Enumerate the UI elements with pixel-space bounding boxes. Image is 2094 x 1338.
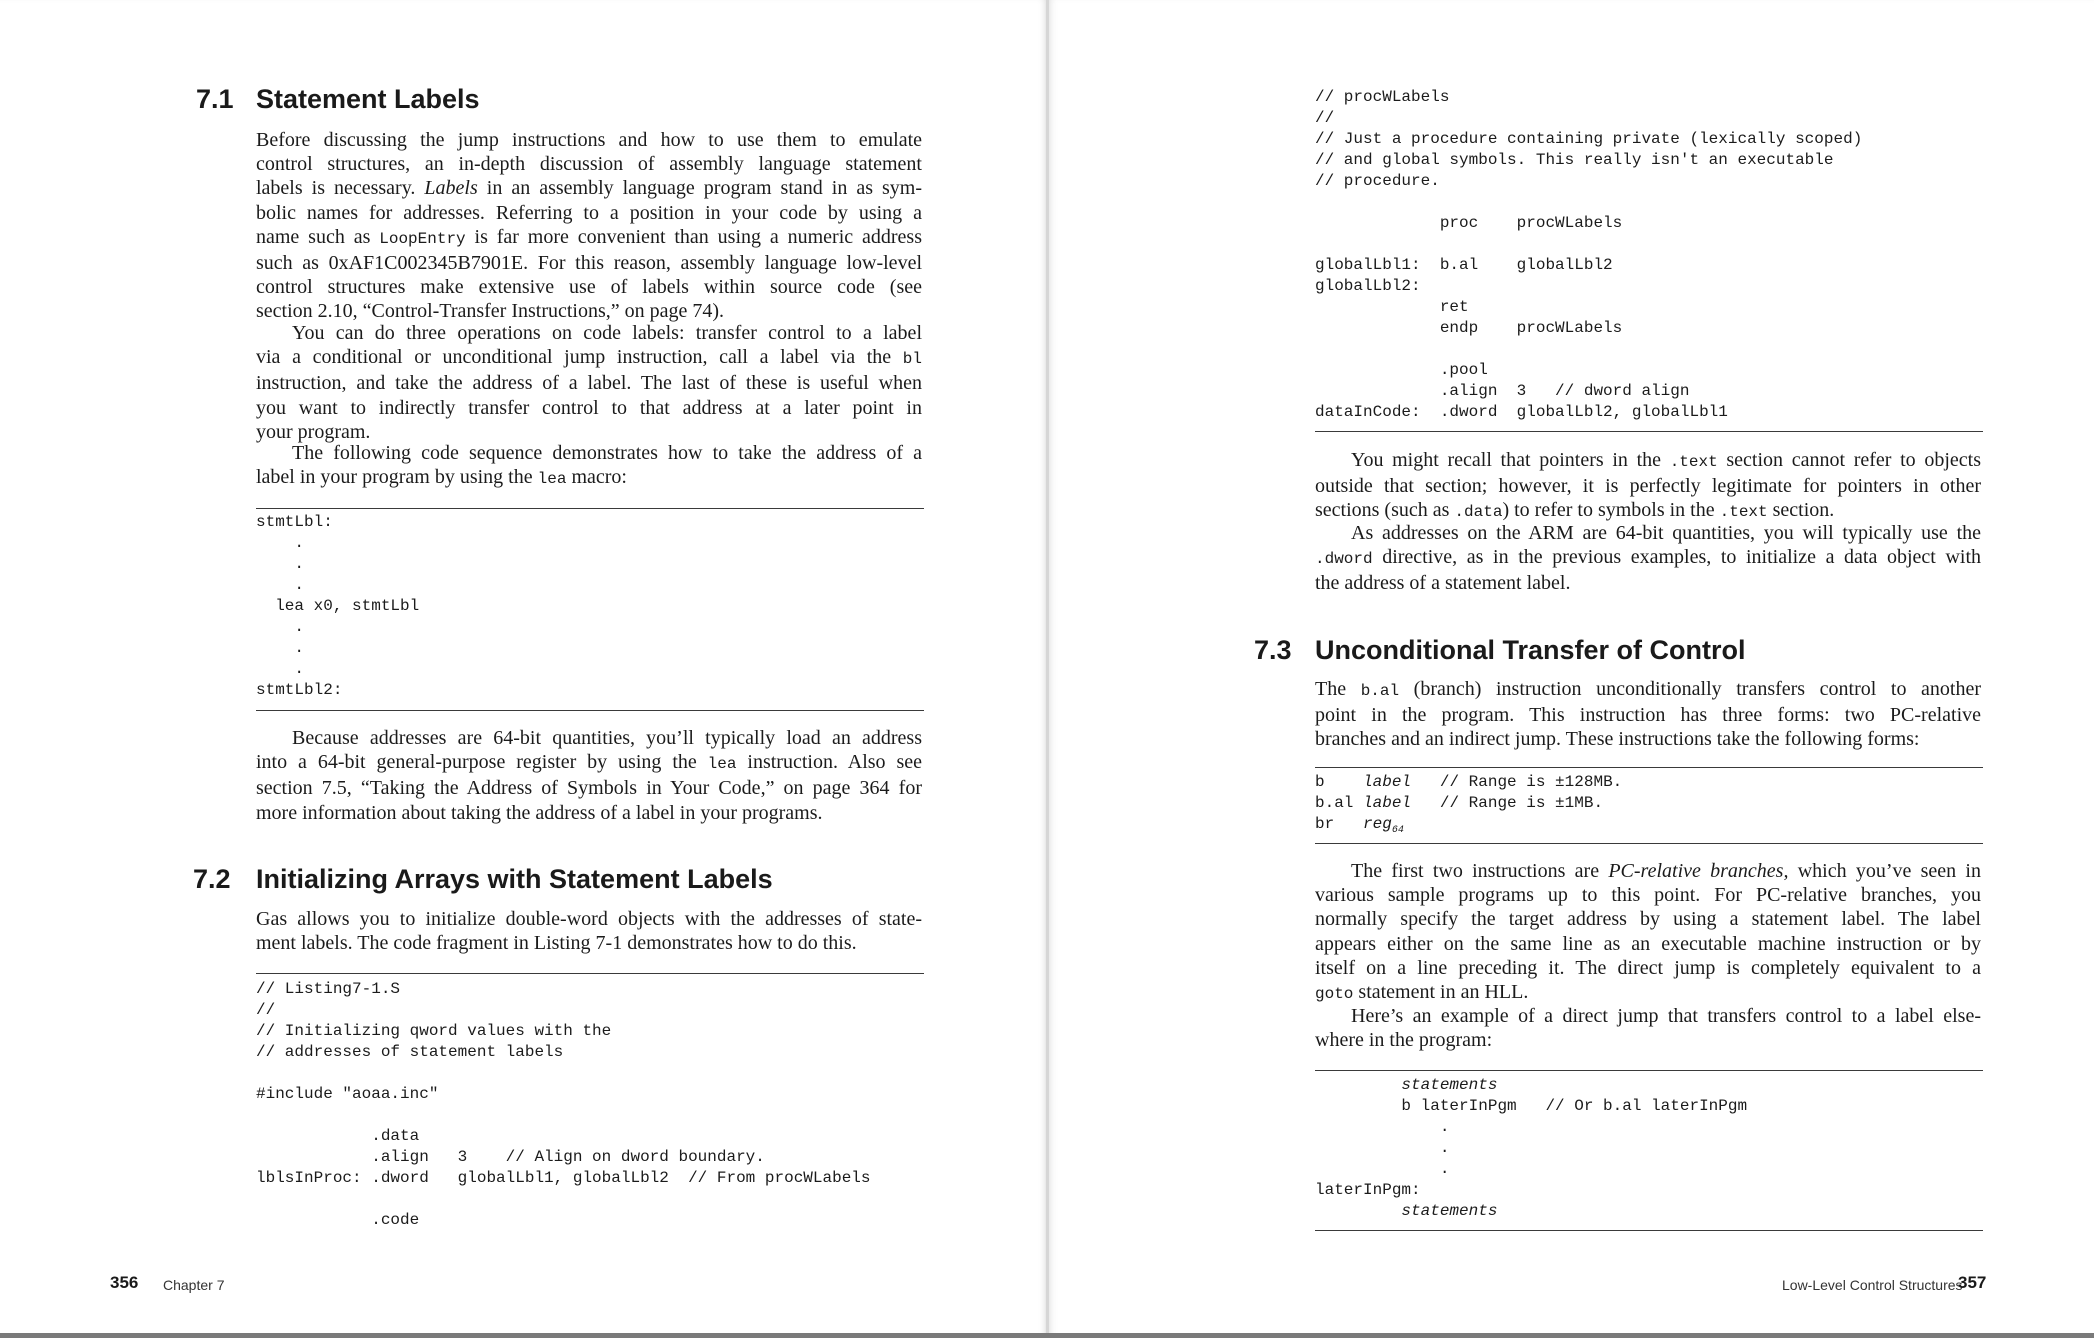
paragraph-pc-relative — [1315, 859, 1981, 1006]
code-opcode: b — [1315, 773, 1364, 791]
text-run: label in your program by using the — [256, 466, 538, 489]
code-opcode: b.al — [1315, 794, 1364, 812]
code-block-branch-forms — [1315, 772, 1622, 841]
code-rule-top — [1315, 1070, 1983, 1071]
paragraph-64bit-addresses — [256, 726, 922, 825]
text-run: section 7.5, “Taking the Address of Symbols in Your Code,” on page 364 for — [256, 777, 922, 800]
text-run: ment labels. The code fragment in Listing 7-1 demonstrates how to do this. — [256, 932, 857, 955]
code-rule-bottom — [1315, 431, 1983, 432]
text-run: such as 0xAF1C002345B7901E. For this reason, assembly language low-level — [256, 252, 922, 275]
section-heading-7-3 — [1254, 635, 1954, 669]
section-heading-7-1 — [196, 84, 696, 118]
code-line — [1315, 793, 1622, 814]
code-placeholder: statements — [1401, 1076, 1498, 1094]
text-line — [256, 465, 922, 491]
text-line — [1315, 859, 1981, 883]
text-line — [1315, 677, 1981, 703]
code-rule-bottom — [256, 710, 924, 711]
code-line — [1315, 1138, 1747, 1159]
text-run: Before discussing the jump instructions and how to use them to emulate — [256, 129, 922, 151]
inline-code: .dword — [1315, 550, 1373, 569]
text-line — [1315, 1004, 1981, 1028]
text-line — [1315, 571, 1981, 595]
inline-code: goto — [1315, 985, 1354, 1004]
text-line — [1315, 907, 1981, 931]
text-run: As addresses on the ARM are 64-bit quantities, you will typically use the — [1351, 522, 1981, 544]
code-rule-top — [1315, 767, 1983, 768]
text-run: section 2.10, “Control-Transfer Instructions,” on page 74). — [256, 300, 725, 323]
text-run: which you’ve seen in — [1788, 860, 1981, 882]
text-line — [1315, 448, 1981, 474]
text-run: section cannot refer to objects — [1717, 449, 1981, 471]
inline-code: b.al — [1360, 682, 1400, 700]
code-block-procwlabels: // procWLabels // // Just a procedure containing private (lexically scoped) // and global symbols. This really isn't an executable // procedure. proc procWLabels globalLbl1: b.al globalLbl2 globalLbl2: ret endp procWLabels .pool .align 3 // dword align dataInCode: .dword globalLbl2, globalLbl1 — [1315, 88, 1863, 421]
text-line — [1315, 727, 1981, 751]
text-run: statement in an HLL. — [1353, 981, 1529, 1004]
page-number: 356 — [110, 1273, 139, 1292]
text-line — [256, 201, 922, 225]
text-line — [256, 371, 922, 395]
text-run: outside that section; however, it is perfectly legitimate for pointers in other — [1315, 475, 1981, 498]
text-run: You might recall that pointers in the — [1351, 449, 1670, 471]
inline-code: LoopEntry — [379, 229, 466, 248]
code-line — [1315, 772, 1622, 793]
section-title: Statement Labels — [256, 84, 480, 114]
inline-code: lea — [707, 755, 737, 774]
section-number: 7.3 — [1254, 635, 1292, 665]
text-run: ) to refer to symbols in the — [1502, 499, 1720, 522]
paragraph-direct-jump-example — [1315, 1004, 1981, 1052]
italic-term: Labels — [424, 177, 478, 200]
paragraph-label-operations — [256, 321, 922, 444]
code-rule-top — [256, 508, 924, 509]
text-run: control structures, an in-depth discussion of assembly language statement — [256, 153, 922, 176]
text-line — [256, 801, 922, 825]
code-rule-bottom — [1315, 1230, 1983, 1231]
paragraph-lea-intro — [256, 441, 922, 491]
text-run: The — [1315, 678, 1361, 700]
text-line — [256, 321, 922, 345]
text-line — [256, 345, 922, 371]
right-page — [1049, 0, 2094, 1338]
code-line — [1315, 814, 1622, 841]
page-bottom-edge — [0, 1333, 2094, 1338]
code-text: . — [1315, 1139, 1450, 1157]
inline-code: .text — [1719, 503, 1768, 522]
text-run: various sample programs up to this point. For PC-relative branches, you — [1315, 884, 1981, 907]
italic-term: PC-relative branches, — [1608, 860, 1789, 882]
text-line — [256, 726, 922, 750]
text-run: normally specify the target address by using a statement label. The label — [1315, 908, 1981, 931]
paragraph-b-al-branch — [1315, 677, 1981, 752]
section-number: 7.1 — [196, 84, 234, 114]
code-line — [1315, 1180, 1747, 1201]
text-run: Because addresses are 64-bit quantities, you’ll typically load an address — [292, 727, 922, 749]
text-line — [256, 275, 922, 299]
text-line — [256, 176, 922, 200]
code-text: b laterInPgm // Or b.al laterInPgm — [1401, 1097, 1748, 1115]
section-number: 7.2 — [193, 864, 231, 894]
text-line — [1315, 956, 1981, 980]
text-line — [256, 907, 922, 931]
code-block-direct-jump — [1315, 1075, 1747, 1222]
running-footer-chapter-title: Low-Level Control Structures — [1782, 1277, 1963, 1293]
text-line — [256, 251, 922, 275]
text-line — [1315, 883, 1981, 907]
text-run: The first two instructions are — [1351, 860, 1609, 882]
code-listing-7-1: // Listing7-1.S // // Initializing qword values with the // addresses of statement labels #include "aoaa.inc" .data .align 3 // Align on dword boundary. lblsInProc: .dword globalLbl1, globalLbl2 // From procWLabels .code — [256, 980, 871, 1229]
section-heading-7-2 — [193, 864, 893, 898]
paragraph-dword-directive — [1315, 521, 1981, 596]
text-line — [1315, 980, 1981, 1006]
text-run: directive, as in the previous examples, to initialize a data object with — [1372, 546, 1981, 569]
text-run: your program. — [256, 420, 371, 443]
code-rule-bottom — [1315, 843, 1983, 844]
text-line — [256, 776, 922, 800]
code-operand: label — [1363, 773, 1412, 791]
text-line — [256, 299, 922, 323]
text-run: more information about taking the address of a label in your programs. — [256, 801, 823, 824]
text-run: (branch) instruction unconditionally transfers control to another — [1399, 678, 1982, 700]
text-run: bolic names for addresses. Referring to a position in your code by using a — [256, 201, 922, 224]
text-run: macro: — [566, 466, 627, 489]
text-run: The following code sequence demonstrates how to take the address of a — [292, 442, 922, 464]
section-title: Unconditional Transfer of Control — [1315, 635, 1746, 665]
text-run: point in the program. This instruction has three forms: two PC-relative — [1315, 704, 1981, 727]
text-run: instruction, and take the address of a label. The last of these is useful when — [256, 372, 922, 395]
code-subscript: 64 — [1391, 825, 1404, 837]
code-text: . — [1315, 1160, 1450, 1178]
text-line — [256, 750, 922, 776]
code-text: laterInPgm: — [1315, 1181, 1421, 1199]
text-run: where in the program: — [1315, 1029, 1493, 1052]
text-line — [1315, 521, 1981, 545]
text-run: name such as — [256, 225, 380, 248]
text-run: branches and an indirect jump. These instructions take the following forms: — [1315, 728, 1920, 751]
paragraph-text-section-pointers — [1315, 448, 1981, 525]
text-run: labels is necessary. — [256, 177, 425, 200]
section-title: Initializing Arrays with Statement Labels — [256, 864, 773, 894]
text-line — [1315, 703, 1981, 727]
text-run: section. — [1767, 499, 1835, 522]
text-run: itself on a line preceding it. The direct jump is completely equivalent to a — [1315, 956, 1981, 979]
text-run: appears either on the same line as an executable machine instruction or by — [1315, 932, 1981, 955]
code-line — [1315, 1117, 1747, 1138]
text-run: Here’s an example of a direct jump that transfers control to a label else- — [1351, 1005, 1981, 1027]
code-text: . — [1315, 1118, 1450, 1136]
text-line — [256, 396, 922, 420]
page-number: 357 — [1958, 1273, 1987, 1292]
inline-code: lea — [537, 470, 567, 489]
text-line — [1315, 474, 1981, 498]
text-line — [256, 441, 922, 465]
text-run: in an assembly language program stand in as sym- — [477, 177, 922, 200]
inline-code: bl — [902, 350, 922, 369]
text-run: instruction. Also see — [736, 751, 922, 774]
code-line — [1315, 1096, 1747, 1117]
code-block-stmtlbl: stmtLbl: . . . lea x0, stmtLbl . . . stmtLbl2: — [256, 513, 420, 699]
text-line — [1315, 1028, 1981, 1052]
code-operand: reg — [1363, 815, 1392, 833]
code-opcode: br — [1315, 815, 1364, 833]
text-run: you want to indirectly transfer control to that address at a later point in — [256, 396, 922, 419]
code-comment: // Range is ±128MB. — [1411, 773, 1623, 791]
text-run: the address of a statement label. — [1315, 572, 1571, 595]
running-footer-chapter: Chapter 7 — [163, 1277, 225, 1293]
text-run: is far more convenient than using a numeric address — [465, 225, 922, 248]
inline-code: .text — [1669, 453, 1718, 471]
text-run: into a 64-bit general-purpose register by using the — [256, 751, 708, 774]
text-line — [1315, 932, 1981, 956]
text-run: via a conditional or unconditional jump instruction, call a label via the — [256, 346, 903, 369]
code-placeholder: statements — [1401, 1202, 1498, 1220]
text-run: You can do three operations on code labels: transfer control to a label — [292, 322, 922, 344]
text-run: sections (such as — [1315, 499, 1455, 522]
paragraph-labels-intro — [256, 128, 922, 324]
inline-code: .data — [1454, 503, 1503, 522]
text-line — [256, 128, 922, 152]
paragraph-gas-initialize — [256, 907, 922, 955]
text-line — [256, 225, 922, 251]
text-line — [1315, 545, 1981, 571]
code-line — [1315, 1159, 1747, 1180]
code-rule-top — [256, 973, 924, 974]
text-run: control structures make extensive use of labels within source code (see — [256, 276, 922, 299]
text-line — [256, 152, 922, 176]
text-line — [256, 931, 922, 955]
code-comment: // Range is ±1MB. — [1411, 794, 1604, 812]
code-operand: label — [1363, 794, 1412, 812]
code-line — [1315, 1075, 1747, 1096]
text-run: Gas allows you to initialize double-word objects with the addresses of state- — [256, 908, 922, 930]
code-line — [1315, 1201, 1747, 1222]
